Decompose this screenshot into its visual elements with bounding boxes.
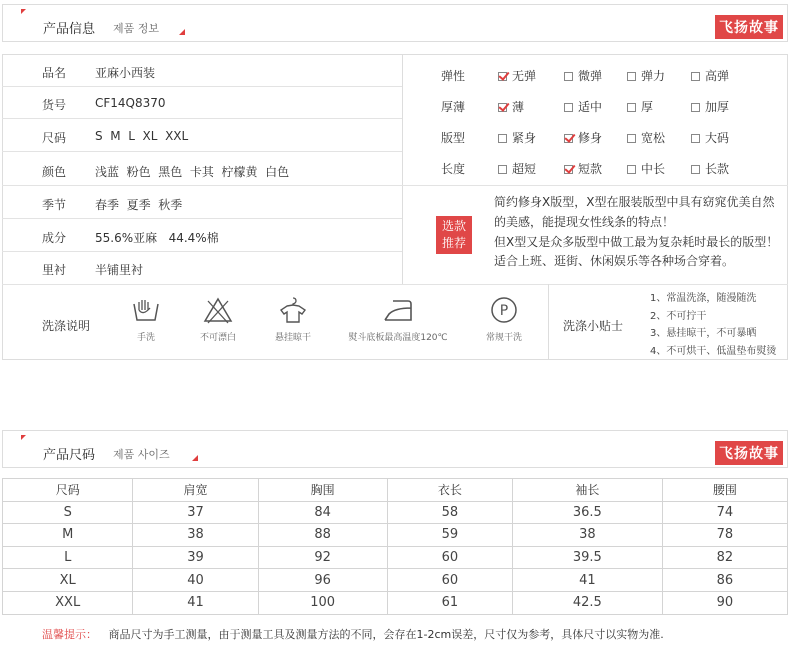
table-cell: 59 xyxy=(387,524,512,547)
attribute-option xyxy=(691,160,729,177)
corner-triangle-icon xyxy=(21,435,26,440)
divider xyxy=(2,118,402,119)
size-header xyxy=(2,430,788,468)
attribute-option-label: 加厚 xyxy=(705,100,730,114)
divider xyxy=(2,284,788,285)
info-label-lining: 里衬 xyxy=(42,263,67,277)
attribute-option xyxy=(627,67,665,84)
info-label-name: 品名 xyxy=(42,66,67,80)
table-cell: 92 xyxy=(258,546,387,569)
section-title: 产品尺码 xyxy=(43,448,96,463)
checkbox-icon xyxy=(627,72,636,81)
care-tips-label: 洗涤小贴士 xyxy=(563,319,624,333)
table-cell: 90 xyxy=(662,591,787,614)
table-cell: 84 xyxy=(258,501,387,524)
no-bleach-icon xyxy=(203,296,233,324)
attribute-option-label: 宽松 xyxy=(641,131,666,145)
product-info-header xyxy=(2,4,788,42)
care-tip: 3、悬挂晾干，不可暴晒 xyxy=(650,328,757,339)
recommend-line: 但X型又是众多版型中做工最为复杂耗时最长的版型！ xyxy=(494,235,779,249)
checkbox-checked-icon xyxy=(564,134,573,143)
corner-triangle-icon xyxy=(21,9,26,14)
table-cell: 42.5 xyxy=(512,591,662,614)
section-subtitle: 제품 사이즈 xyxy=(113,448,170,461)
table-cell: L xyxy=(3,546,133,569)
table-cell: 100 xyxy=(258,591,387,614)
care-text: 熨斗底板最高温度120℃ xyxy=(348,333,448,343)
divider xyxy=(2,218,402,219)
svg-text:P: P xyxy=(499,303,509,319)
table-cell: 41 xyxy=(133,591,258,614)
attribute-option-label: 紧身 xyxy=(512,131,537,145)
attribute-option-label: 厚 xyxy=(641,100,654,114)
attribute-option-label: 超短 xyxy=(512,162,537,176)
attribute-option xyxy=(498,98,524,115)
brand-logo: 飞扬故事 xyxy=(715,441,783,465)
checkbox-checked-icon xyxy=(564,165,573,174)
corner-triangle-icon xyxy=(192,455,198,461)
attribute-option-label: 薄 xyxy=(512,100,525,114)
brand-logo: 飞扬故事 xyxy=(715,15,783,39)
attribute-option xyxy=(691,67,729,84)
table-cell: 61 xyxy=(387,591,512,614)
attribute-option-label: 大码 xyxy=(705,131,730,145)
attribute-option-label: 无弹 xyxy=(512,69,537,83)
attribute-label: 厚薄 xyxy=(441,100,466,114)
corner-triangle-icon xyxy=(179,29,185,35)
attribute-option-label: 长款 xyxy=(705,162,730,176)
table-cell: 40 xyxy=(133,569,258,592)
attribute-option-label: 微弹 xyxy=(578,69,603,83)
table-cell: 96 xyxy=(258,569,387,592)
attribute-option-label: 高弹 xyxy=(705,69,730,83)
attribute-option xyxy=(564,129,602,146)
attribute-option-label: 弹力 xyxy=(641,69,666,83)
checkbox-icon xyxy=(627,134,636,143)
attribute-option xyxy=(691,98,729,115)
table-row xyxy=(3,546,788,569)
table-cell: 88 xyxy=(258,524,387,547)
table-cell: 74 xyxy=(662,501,787,524)
attribute-option xyxy=(627,98,653,115)
table-cell: XXL xyxy=(3,591,133,614)
checkbox-icon xyxy=(691,72,700,81)
hang-dry-icon xyxy=(278,296,308,324)
attribute-option xyxy=(498,67,536,84)
checkbox-checked-icon xyxy=(498,103,507,112)
checkbox-icon xyxy=(691,134,700,143)
care-tips-list xyxy=(650,290,776,360)
care-label: 洗涤说明 xyxy=(42,319,91,333)
table-header-cell: 胸围 xyxy=(258,479,387,502)
care-tip: 1、常温洗涤，随漫随洗 xyxy=(650,293,757,304)
size-table xyxy=(2,478,788,615)
divider xyxy=(2,86,402,87)
table-header-cell: 衣长 xyxy=(387,479,512,502)
info-value-lining: 半铺里衬 xyxy=(95,263,144,277)
recommend-line: 的美感，能提现女性线条的特点！ xyxy=(494,215,675,229)
info-value-color: 浅蓝 粉色 黑色 卡其 柠檬黄 白色 xyxy=(95,165,290,179)
table-header-cell: 肩宽 xyxy=(133,479,258,502)
attribute-option-label: 中长 xyxy=(641,162,666,176)
care-text: 常规干洗 xyxy=(485,333,522,343)
attribute-option xyxy=(564,160,602,177)
info-value-material: 55.6%亚麻 44.4%棉 xyxy=(95,231,219,245)
dry-clean-icon xyxy=(489,296,519,324)
attribute-option xyxy=(498,160,536,177)
care-text: 手洗 xyxy=(136,333,155,343)
table-cell: 78 xyxy=(662,524,787,547)
attribute-option xyxy=(691,129,729,146)
table-row xyxy=(3,501,788,524)
care-tip: 4、不可烘干、低温垫布熨烫 xyxy=(650,345,777,357)
table-row xyxy=(3,591,788,614)
table-header-cell: 腰围 xyxy=(662,479,787,502)
info-value-sku: CF14Q8370 xyxy=(95,96,166,110)
attribute-option-label: 适中 xyxy=(578,100,603,114)
care-item xyxy=(248,296,338,343)
divider xyxy=(2,151,402,152)
checkbox-checked-icon xyxy=(498,72,507,81)
care-tip: 2、不可拧干 xyxy=(650,310,707,322)
table-cell: 36.5 xyxy=(512,501,662,524)
care-text: 不可漂白 xyxy=(199,333,236,343)
hand-wash-icon xyxy=(131,296,161,324)
checkbox-icon xyxy=(564,103,573,112)
checkbox-icon xyxy=(498,134,507,143)
divider xyxy=(402,54,403,284)
recommend-line: 适合上班、逛街、休闲娱乐等各种场合穿着。 xyxy=(494,254,735,268)
warning-text: 商品尺寸为手工测量，由于测量工具及测量方法的不同，会存在1-2cm误差，尺寸仅为参考，具体尺寸以实物为准. xyxy=(108,628,664,641)
table-cell: 38 xyxy=(512,524,662,547)
info-value-name: 亚麻小西装 xyxy=(95,66,156,80)
attribute-label: 版型 xyxy=(441,131,466,145)
table-cell: M xyxy=(3,524,133,547)
table-cell: XL xyxy=(3,569,133,592)
attribute-option xyxy=(627,129,665,146)
attribute-option xyxy=(564,67,602,84)
info-label-sku: 货号 xyxy=(42,98,67,112)
care-item xyxy=(459,296,549,343)
table-row xyxy=(3,524,788,547)
attribute-option-label: 修身 xyxy=(578,131,603,145)
table-cell: 37 xyxy=(133,501,258,524)
care-text: 悬挂晾干 xyxy=(274,333,311,343)
warning-label: 温馨提示： xyxy=(42,628,97,641)
table-header-cell: 袖长 xyxy=(512,479,662,502)
attribute-option xyxy=(564,98,602,115)
badge-line: 选款 xyxy=(441,219,466,233)
checkbox-icon xyxy=(691,165,700,174)
checkbox-icon xyxy=(627,103,636,112)
divider xyxy=(2,251,402,252)
info-label-material: 成分 xyxy=(42,231,67,245)
section-title: 产品信息 xyxy=(43,22,96,37)
info-value-size: S M L XL XXL xyxy=(95,129,189,143)
info-value-season: 春季 夏季 秋季 xyxy=(95,198,183,212)
attribute-label: 弹性 xyxy=(441,69,466,83)
table-header-row xyxy=(3,479,788,502)
section-subtitle: 제품 정보 xyxy=(113,22,160,35)
table-cell: 58 xyxy=(387,501,512,524)
info-label-color: 颜色 xyxy=(42,165,67,179)
warning-note xyxy=(42,626,664,642)
divider xyxy=(2,185,788,186)
attribute-option-label: 短款 xyxy=(578,162,603,176)
attribute-option xyxy=(498,129,536,146)
info-label-size: 尺码 xyxy=(42,131,67,145)
table-row xyxy=(3,569,788,592)
table-cell: 39.5 xyxy=(512,546,662,569)
care-item xyxy=(343,296,453,343)
info-label-season: 季节 xyxy=(42,198,67,212)
table-cell: 39 xyxy=(133,546,258,569)
table-cell: 60 xyxy=(387,546,512,569)
checkbox-icon xyxy=(691,103,700,112)
attribute-label: 长度 xyxy=(441,162,466,176)
checkbox-icon xyxy=(498,165,507,174)
iron-icon xyxy=(381,296,415,324)
checkbox-icon xyxy=(627,165,636,174)
table-cell: 86 xyxy=(662,569,787,592)
table-cell: 38 xyxy=(133,524,258,547)
checkbox-icon xyxy=(564,72,573,81)
recommend-line: 简约修身X版型，X型在服装版型中具有窈窕优美自然 xyxy=(494,195,775,209)
table-cell: 41 xyxy=(512,569,662,592)
attribute-option xyxy=(627,160,665,177)
table-header-cell: 尺码 xyxy=(3,479,133,502)
table-cell: 60 xyxy=(387,569,512,592)
recommend-badge xyxy=(436,216,472,254)
table-cell: S xyxy=(3,501,133,524)
table-cell: 82 xyxy=(662,546,787,569)
badge-line: 推荐 xyxy=(441,236,466,250)
